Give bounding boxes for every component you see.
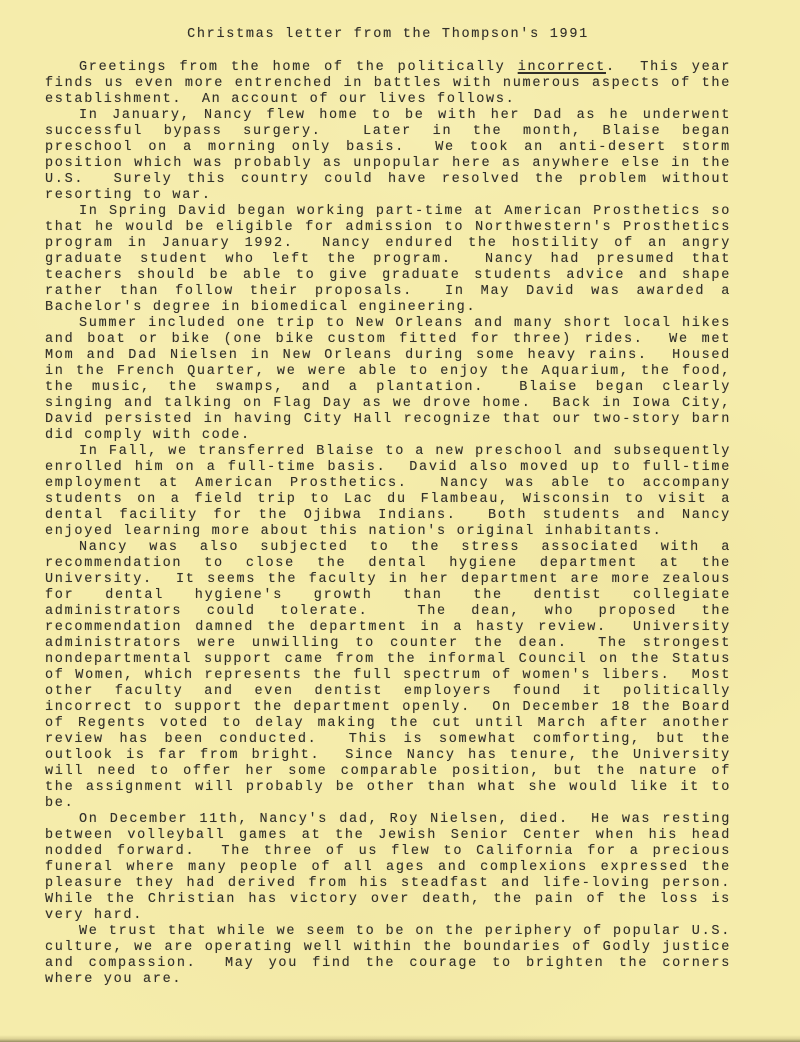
letter-paragraph-december: On December 11th, Nancy's dad, Roy Nielsen, died. He was resting between volleyball games at the Jewish Senior Center when his head nodded forward. The three of us flew to California for a precious funeral where many people of all ages and complexions expressed the pleasure they had derived from his steadfast and life-loving person. While the Christian has victory over death, the pain of the loss is very hard. — [45, 812, 751, 923]
underlined-word-incorrect: incorrect — [517, 60, 606, 75]
letter-paragraph-fall: In Fall, we transferred Blaise to a new preschool and subsequently enrolled him on a full-time basis. David also moved up to full-time employment at American Prosthetics. Nancy was able to accompany students on a field trip to Lac du Flambeau, Wisconsin to visit a dental facility for the Ojibwa Indians. Both students and Nancy enjoyed learning more about this nation's original inhabitants. — [45, 444, 741, 539]
letter-paragraph-university: Nancy was also subjected to the stress associated with a recommendation to close the dental hygiene department at the University. It seems the faculty in her department are more zealous for dental hygiene's growth than the dentist collegiate administrators could tolerate. The dean, who proposed the recommendation damned the department in a hasty review. University administrators were unwilling to counter the dean. The strongest nondepartmental support came from the informal Council on the Status of Women, which represents the full spectrum of women's libers. Most other faculty and even dentist employers found it politically incorrect to support the department openly. On December 18 the Board of Regents voted to delay making the cut until March after another review has been conducted. This is somewhat comforting, but the outlook is far from bright. Since Nancy has tenure, the University will need to offer her some comparable position, but the nature of the assignment will probably be other than what she would like it to be. — [45, 540, 741, 811]
letter-paragraph-closing: We trust that while we seem to be on the periphery of popular U.S. culture, we are operating well within the boundaries of Godly justice and compassion. May you find the courage to brighten the corners where you are. — [45, 924, 741, 987]
letter-paragraph-january: In January, Nancy flew home to be with her Dad as he underwent successful bypass surgery. Later in the month, Blaise began preschool on a morning only basis. We took an anti-desert storm position which was probably as unpopular here as anywhere else in the U.S. Surely this country could have resolved the problem without resorting to war. — [45, 108, 741, 203]
letter-paragraph-opening — [45, 60, 741, 108]
letter-paragraph-summer: Summer included one trip to New Orleans and many short local hikes and boat or bike (one bike custom fitted for three) rides. We met Mom and Dad Nielsen in New Orleans during some heavy rains. Housed in the French Quarter, we were able to enjoy the Aquarium, the food, the music, the swamps, and a plantation. Blaise began clearly singing and talking on Flag Day as we drove home. Back in Iowa City, David persisted in having City Hall recognize that our two-story barn did comply with code. — [45, 316, 741, 443]
opening-text-after: . This year finds us even more entrenched in battles with numerous aspects of the establishment. An account of our lives follows. — [45, 60, 741, 107]
opening-text-before: Greetings from the home of the politically — [79, 60, 518, 75]
letter-title: Christmas letter from the Thompson's 1991 — [187, 27, 589, 42]
letter-body — [45, 27, 751, 988]
letter-paragraph-spring: In Spring David began working part-time at American Prosthetics so that he would be eligible for admission to Northwestern's Prosthetics program in January 1992. Nancy endured the hostility of an angry graduate student who left the program. Nancy had presumed that teachers should be able to give graduate students advice and shape rather than follow their proposals. In May David was awarded a Bachelor's degree in biomedical engineering. — [45, 204, 741, 315]
